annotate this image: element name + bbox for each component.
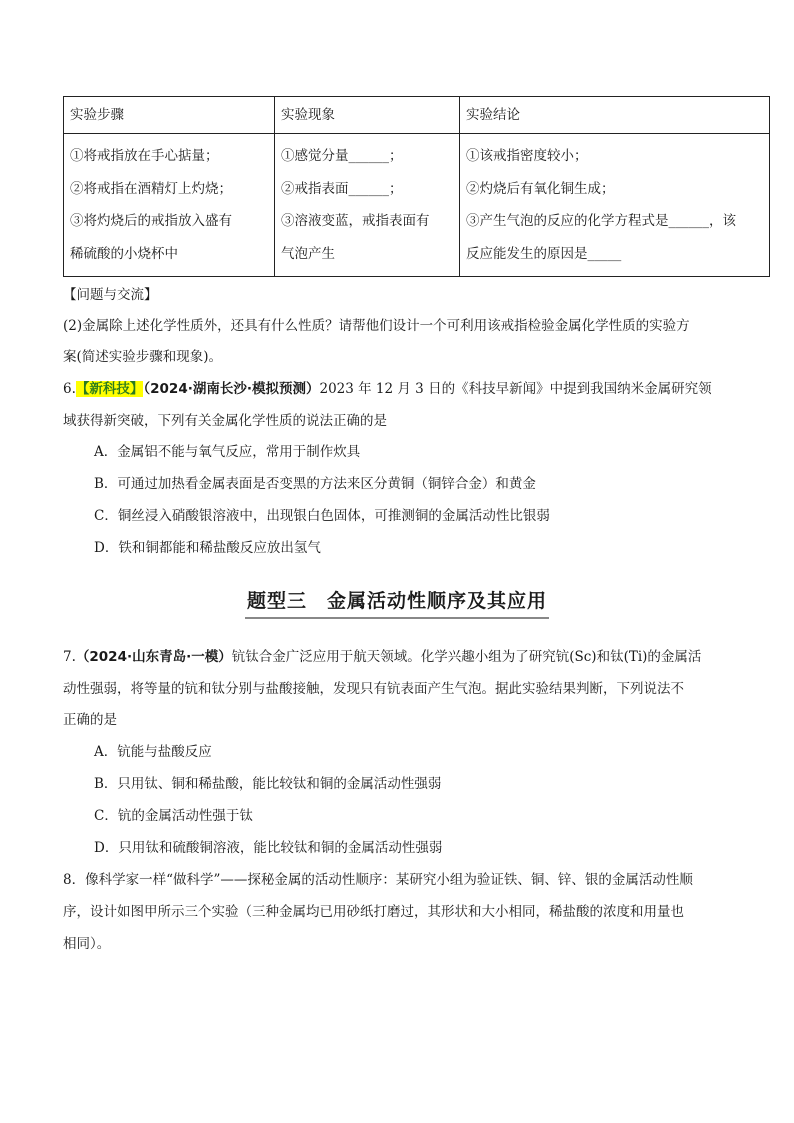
header-steps: 实验步骤 xyxy=(64,97,275,134)
cell-line: 稀硫酸的小烧杯中 xyxy=(70,245,178,262)
steps-cell xyxy=(64,134,275,277)
question-text: 域获得新突破，下列有关金属化学性质的说法正确的是 xyxy=(63,413,387,429)
question-8-line: 8．像科学家一样“做科学”——探秘金属的活动性顺序：某研究小组为验证铁、铜、锌、银的金属活动性顺 xyxy=(63,872,693,888)
discussion-line: 案(简述实验步骤和现象)。 xyxy=(63,349,223,365)
cell-line: ①该戒指密度较小； xyxy=(466,148,588,164)
conclusion-cell xyxy=(460,134,770,277)
cell-line: ①感觉分量______； xyxy=(281,148,403,164)
option-d: D．只用钛和硫酸铜溶液，能比较钛和铜的金属活动性强弱 xyxy=(94,840,443,856)
header-conclusion: 实验结论 xyxy=(460,97,770,134)
question-text: 正确的是 xyxy=(63,712,117,728)
option-d: D．铁和铜都能和稀盐酸反应放出氢气 xyxy=(94,540,321,556)
question-text: 2023 年 12 月 3 日的《科技早新闻》中提到我国纳米金属研究领 xyxy=(319,381,712,397)
question-source: （2024·湖南长沙·模拟预测） xyxy=(143,381,320,397)
question-7-stem xyxy=(63,641,731,673)
option-c: C．钪的金属活动性强于钛 xyxy=(94,808,253,824)
discussion-heading: 【问题与交流】 xyxy=(63,287,158,303)
table-header-row xyxy=(64,97,770,134)
question-8-line: 相同）。 xyxy=(63,936,111,952)
question-source: （2024·山东青岛·一模） xyxy=(75,649,232,665)
question-text: 钪钛合金广泛应用于航天领域。化学兴趣小组为了研究钪(Sc)和钛(Ti)的金属活 xyxy=(231,649,702,665)
cell-line: ③产生气泡的反应的化学方程式是______，该 xyxy=(466,213,736,229)
cell-line: ②灼烧后有氧化铜生成； xyxy=(466,180,615,197)
cell-line: ①将戒指放在手心掂量； xyxy=(70,148,219,164)
option-b: B．只用钛、铜和稀盐酸，能比较钛和铜的金属活动性强弱 xyxy=(94,776,442,792)
experiment-table xyxy=(63,96,770,277)
cell-line: ②将戒指在酒精灯上灼烧； xyxy=(70,180,232,197)
option-a: A．金属铝不能与氧气反应，常用于制作炊具 xyxy=(94,444,361,460)
section-title xyxy=(0,586,794,619)
cell-line: 气泡产生 xyxy=(281,245,335,262)
tag-badge: 【新科技】 xyxy=(75,381,144,397)
section-title-text: 题型三 金属活动性顺序及其应用 xyxy=(245,586,549,619)
header-phenomena: 实验现象 xyxy=(275,97,460,134)
discussion-line: (2)金属除上述化学性质外，还具有什么性质？请帮他们设计一个可利用该戒指检验金属化学性质的实验方 xyxy=(63,318,690,334)
cell-line: ③将灼烧后的戒指放入盛有 xyxy=(70,213,232,229)
cell-line: ②戒指表面______； xyxy=(281,180,403,197)
phenomena-cell xyxy=(275,134,460,277)
option-b: B．可通过加热看金属表面是否变黑的方法来区分黄铜（铜锌合金）和黄金 xyxy=(94,476,536,492)
cell-line: 反应能发生的原因是_____ xyxy=(466,245,622,262)
cell-line: ③溶液变蓝，戒指表面有 xyxy=(281,213,430,229)
question-number: 6. xyxy=(63,381,76,397)
option-c: C．铜丝浸入硝酸银溶液中，出现银白色固体，可推测铜的金属活动性比银弱 xyxy=(94,508,550,524)
table-row xyxy=(64,134,770,277)
question-text: 动性强弱，将等量的钪和钛分别与盐酸接触，发现只有钪表面产生气泡。据此实验结果判断，下列说法不 xyxy=(63,681,684,697)
question-8-line: 序，设计如图甲所示三个实验（三种金属均已用砂纸打磨过，其形状和大小相同，稀盐酸的浓度和用量也 xyxy=(63,904,684,920)
question-6-stem xyxy=(63,373,731,405)
question-number: 7. xyxy=(63,649,76,665)
option-a: A．钪能与盐酸反应 xyxy=(94,744,212,760)
